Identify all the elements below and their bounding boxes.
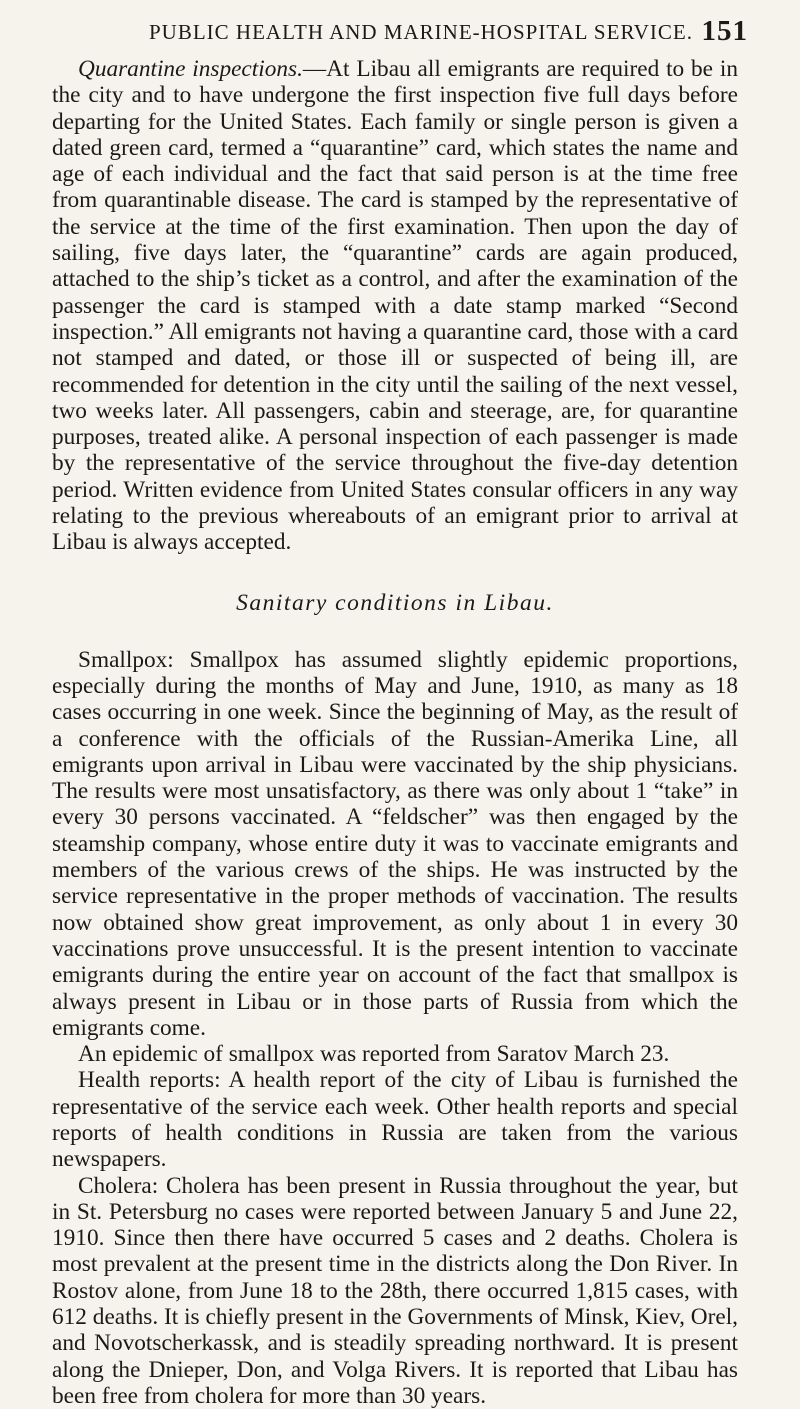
running-title: PUBLIC HEALTH AND MARINE-HOSPITAL SERVICE.	[149, 20, 694, 44]
paragraph-health-reports: Health reports: A health report of the city of Libau is furnished the representative of the service each week. Other health reports and special reports of health conditions in Russia are taken from the various newspapers.	[52, 1067, 738, 1173]
paragraph-cholera: Cholera: Cholera has been present in Russia throughout the year, but in St. Petersburg no cases were reported between January 5 and June 22, 1910. Since then there have occurred 5 cases and 2 deaths. Cholera is most prevalent at the present time in the districts along the Don River. In Rostov alone, from June 18 to the 28th, there occurred 1,815 cases, with 612 deaths. It is chiefly present in the Governments of Minsk, Kiev, Orel, and Novotscherkassk, and is steadily spreading northward. It is present along the Dnieper, Don, and Volga Rivers. It is reported that Libau has been free from cholera for more than 30 years.	[52, 1172, 738, 1409]
run-in-heading: Quarantine inspections.	[78, 56, 303, 82]
running-head	[52, 14, 748, 50]
paragraph-smallpox: Smallpox: Smallpox has assumed slightly epidemic proportions, especially during the months of May and June, 1910, as many as 18 cases occurring in one week. Since the beginning of May, as the result of a conference with the officials of the Russian-Amerika Line, all emigrants upon arrival in Libau were vaccinated by the ship physicians. The results were most unsatisfactory, as there was only about 1 “take” in every 30 persons vaccinated. A “feldscher” was then engaged by the steamship company, whose entire duty it was to vaccinate emigrants and members of the various crews of the ships. He was instructed by the service representative in the proper methods of vaccination. The results now obtained show great improvement, as only about 1 in every 30 vaccinations prove unsuccessful. It is the present intention to vaccinate emigrants during the entire year on account of the fact that smallpox is always present in Libau or in those parts of Russia from which the emigrants come.	[52, 646, 738, 1041]
section-heading: Sanitary conditions in Libau.	[236, 589, 554, 616]
page-number: 151	[701, 15, 748, 47]
paragraph-quarantine-inspections	[52, 56, 738, 556]
paragraph-smallpox-saratov: An epidemic of smallpox was reported from Saratov March 23.	[78, 1041, 670, 1068]
paragraph-text: —At Libau all emigrants are required to be in the city and to have undergone the first inspection five full days before departing for the United States. Each family or single person is given a dated green card, termed a “quarantine” card, which states the name and age of each individual and the fact that said person is at the time free from quarantinable disease. The card is stamped by the representative of the service at the time of the first examination. Then upon the day of sailing, five days later, the “quarantine” cards are again produced, attached to the ship’s ticket as a control, and after the examination of the passenger the card is stamped with a date stamp marked “Second inspection.” All emigrants not having a quarantine card, those with a card not stamped and dated, or those ill or suspected of being ill, are recommended for detention in the city until the sailing of the next vessel, two weeks later. All passengers, cabin and steerage, are, for quarantine purposes, treated alike. A personal inspection of each passenger is made by the representative of the service throughout the five-day detention period. Written evidence from United States consular officers in any way relating to the previous whereabouts of an emigrant prior to arrival at Libau is always accepted.	[52, 56, 738, 556]
